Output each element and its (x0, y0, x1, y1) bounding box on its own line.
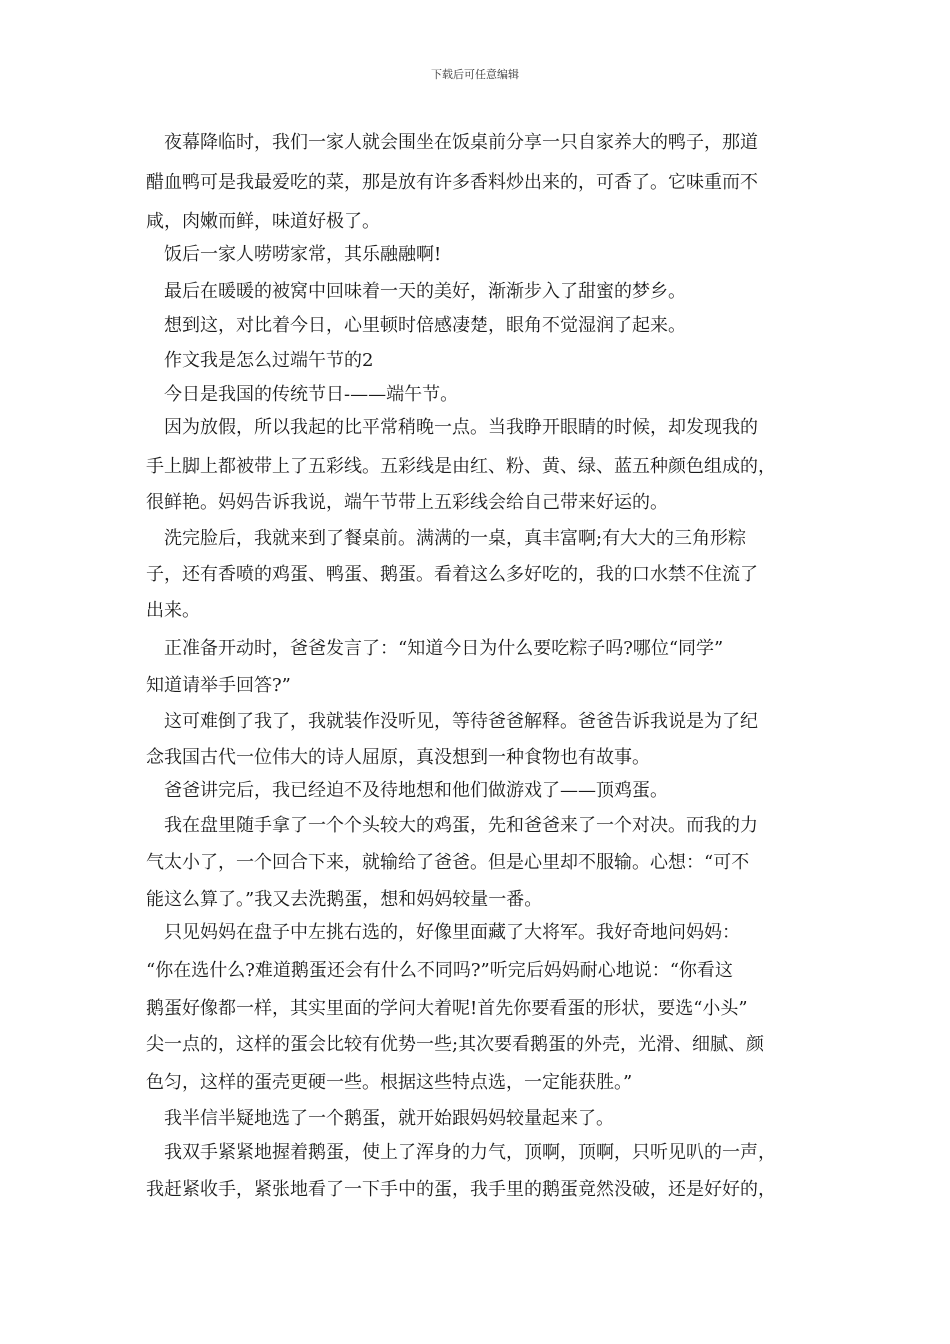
text-line: 鹅蛋好像都一样，其实里面的学问大着呢!首先你要看蛋的形状，要选“小头” (146, 998, 748, 1019)
page-header: 下载后可任意编辑 (431, 68, 519, 81)
text-line: 想到这，对比着今日，心里顿时倍感凄楚，眼角不觉湿润了起来。 (146, 315, 686, 336)
text-line: 很鲜艳。妈妈告诉我说，端午节带上五彩线会给自己带来好运的。 (146, 492, 668, 513)
text-line: 爸爸讲完后，我已经迫不及待地想和他们做游戏了——顶鸡蛋。 (146, 780, 668, 801)
text-line: 念我国古代一位伟大的诗人屈原，真没想到一种食物也有故事。 (146, 747, 650, 768)
text-line: 醋血鸭可是我最爱吃的菜，那是放有许多香料炒出来的，可香了。它味重而不 (146, 172, 758, 193)
text-line: 尖一点的，这样的蛋会比较有优势一些;其次要看鹅蛋的外壳，光滑、细腻、颜 (146, 1034, 765, 1055)
text-line: 手上脚上都被带上了五彩线。五彩线是由红、粉、黄、绿、蓝五种颜色组成的， (146, 456, 776, 477)
text-line: 作文我是怎么过端午节的2 (146, 350, 374, 371)
text-line: 今日是我国的传统节日-——端午节。 (146, 384, 459, 405)
text-line: 我赶紧收手，紧张地看了一下手中的蛋，我手里的鹅蛋竟然没破，还是好好的， (146, 1179, 776, 1200)
text-line: 正准备开动时，爸爸发言了：“知道今日为什么要吃粽子吗?哪位“同学” (146, 638, 724, 659)
text-line: 因为放假，所以我起的比平常稍晚一点。当我睁开眼睛的时候，却发现我的 (146, 417, 758, 438)
text-line: 夜幕降临时，我们一家人就会围坐在饭桌前分享一只自家养大的鸭子，那道 (146, 132, 758, 153)
text-line: 最后在暖暖的被窝中回味着一天的美好，渐渐步入了甜蜜的梦乡。 (146, 281, 686, 302)
text-line: 我在盘里随手拿了一个个头较大的鸡蛋，先和爸爸来了一个对决。而我的力 (146, 815, 758, 836)
text-line: 出来。 (146, 600, 200, 621)
text-line: 咸，肉嫩而鲜，味道好极了。 (146, 211, 380, 232)
text-line: 知道请举手回答?” (146, 675, 291, 696)
text-line: “你在选什么?难道鹅蛋还会有什么不同吗?”听完后妈妈耐心地说：“你看这 (146, 960, 733, 981)
text-line: 色匀，这样的蛋壳更硬一些。根据这些特点选，一定能获胜。” (146, 1072, 633, 1093)
text-line: 子，还有香喷的鸡蛋、鸭蛋、鹅蛋。看着这么多好吃的，我的口水禁不住流了 (146, 564, 758, 585)
text-line: 我双手紧紧地握着鹅蛋，使上了浑身的力气，顶啊，顶啊，只听见叭的一声， (146, 1142, 776, 1163)
text-line: 能这么算了。”我又去洗鹅蛋，想和妈妈较量一番。 (146, 889, 543, 910)
text-line: 气太小了，一个回合下来，就输给了爸爸。但是心里却不服输。心想：“可不 (146, 852, 750, 873)
text-line: 饭后一家人唠唠家常，其乐融融啊! (146, 244, 442, 265)
text-line: 洗完脸后，我就来到了餐桌前。满满的一桌，真丰富啊;有大大的三角形粽 (146, 528, 747, 549)
text-line: 这可难倒了我了，我就装作没听见，等待爸爸解释。爸爸告诉我说是为了纪 (146, 711, 758, 732)
text-line: 我半信半疑地选了一个鹅蛋，就开始跟妈妈较量起来了。 (146, 1108, 614, 1129)
text-line: 只见妈妈在盘子中左挑右选的，好像里面藏了大将军。我好奇地问妈妈： (146, 922, 740, 943)
